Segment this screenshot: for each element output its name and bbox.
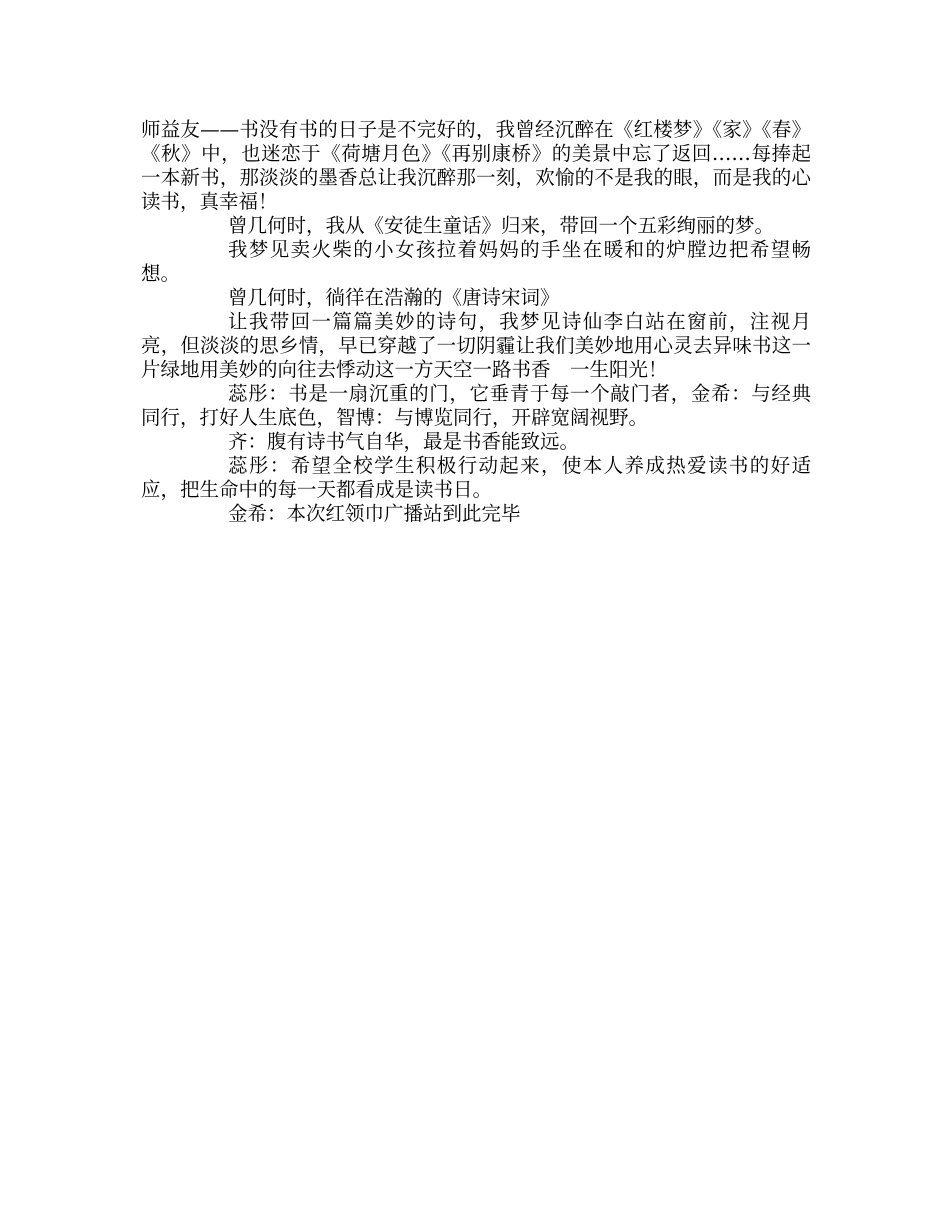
paragraph-li-bai-dream: 让我带回一篇篇美妙的诗句，我梦见诗仙李白站在窗前，注视月亮，但淡淡的思乡情，早已穿越了一切阴霾让我们美妙地用心灵去异味书这一片绿地用美妙的向往去悸动这一方天空一路书香 一生阳光！ <box>141 310 811 381</box>
paragraph-tang-song-poems: 曾几何时，徜徉在浩瀚的《唐诗宋词》 <box>228 286 560 309</box>
paragraph-closing: 金希：本次红领巾广播站到此完毕 <box>228 502 521 525</box>
paragraph-ruitong-jinxi-zhibo: 蕊彤：书是一扇沉重的门，它垂青于每一个敲门者，金希：与经典同行，打好人生底色，智博：与博览同行，开辟宽阔视野。 <box>141 382 811 429</box>
document-page <box>141 118 811 526</box>
paragraph-match-girl-dream: 我梦见卖火柴的小女孩拉着妈妈的手坐在暖和的炉膛边把希望畅想。 <box>141 238 811 285</box>
paragraph-andersen-tales: 曾几何时，我从《安徒生童话》归来，带回一个五彩绚丽的梦。 <box>228 214 775 237</box>
paragraph-all-together: 齐：腹有诗书气自华，最是书香能致远。 <box>228 430 580 453</box>
paragraph-reading-joy: 师益友——书没有书的日子是不完好的，我曾经沉醉在《红楼梦》《家》《春》《秋》中，也迷恋于《荷塘月色》《再别康桥》的美景中忘了返回……每捧起一本新书，那淡淡的墨香总让我沉醉那一刻，欢愉的不是我的眼，而是我的心读书，真幸福！ <box>141 118 811 213</box>
paragraph-ruitong-hope: 蕊彤：希望全校学生积极行动起来，使本人养成热爱读书的好适应，把生命中的每一天都看成是读书日。 <box>141 454 811 501</box>
